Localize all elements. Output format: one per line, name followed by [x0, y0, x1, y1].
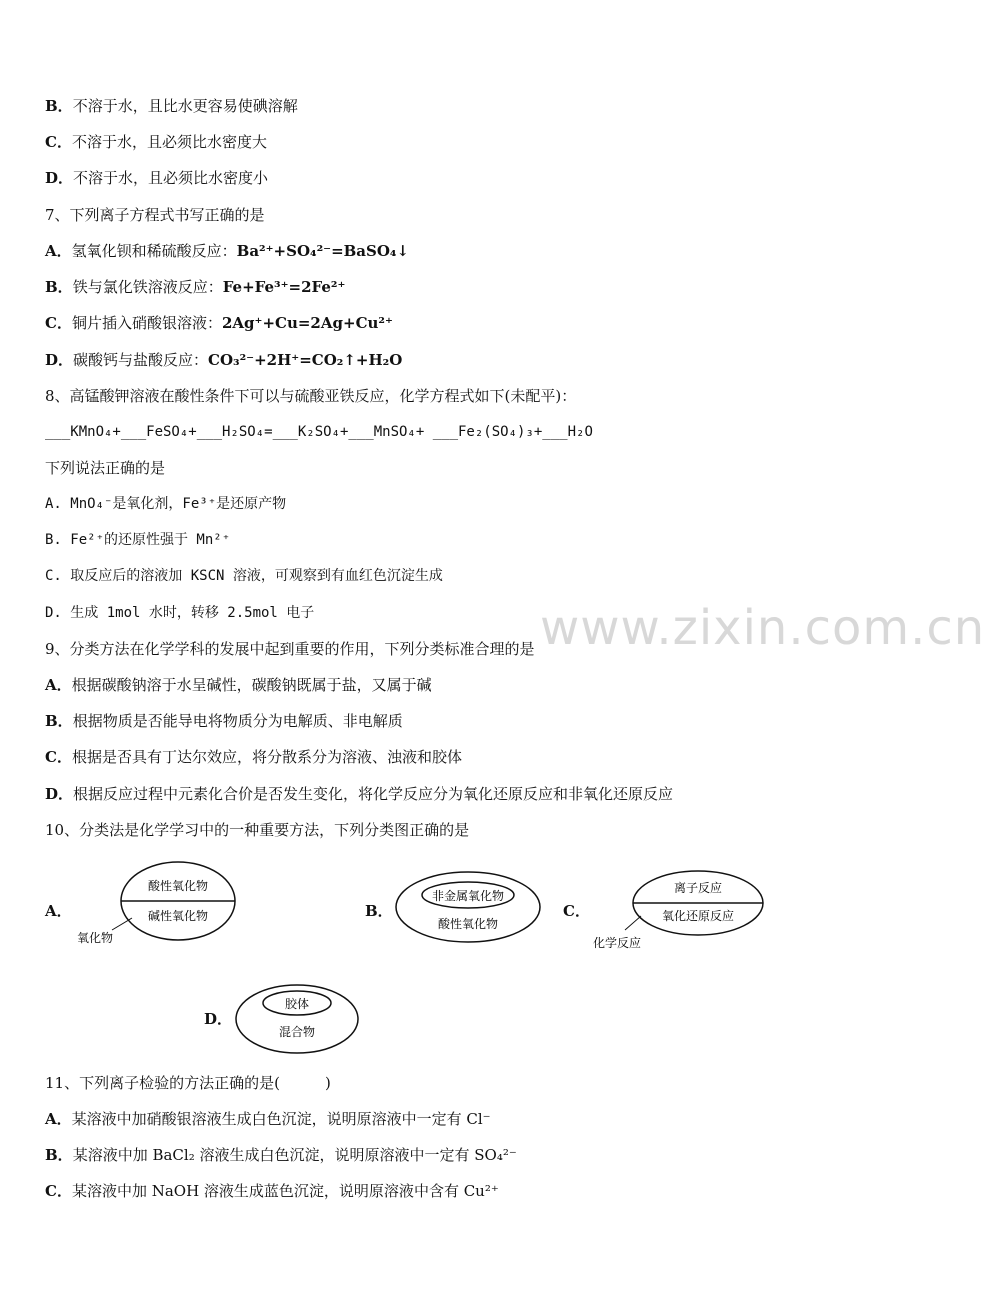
- q11-stem: 11、下列离子检验的方法正确的是( ): [45, 1074, 331, 1092]
- q7-option-c: C．铜片插入硝酸银溶液：2Ag⁺+Cu=2Ag+Cu²⁺: [45, 314, 393, 332]
- watermark: www.zixin.com.cn: [540, 600, 985, 656]
- q8-prompt: 下列说法正确的是: [45, 459, 166, 477]
- q9-option-d: D．根据反应过程中元素化合价是否发生变化，将化学反应分为氧化还原反应和非氧化还原反应: [45, 785, 674, 803]
- q9-option-c: C．根据是否具有丁达尔效应，将分散系分为溶液、浊液和胶体: [45, 748, 462, 766]
- q6-option-b: B．不溶于水，且比水更容易使碘溶解: [45, 97, 298, 115]
- q10-diagram-b: [395, 870, 545, 946]
- q7-option-b: B．铁与氯化铁溶液反应：Fe+Fe³⁺=2Fe²⁺: [45, 278, 346, 296]
- q10-c-top: 离子反应: [673, 881, 723, 895]
- q10-a-bottom: 碱性氧化物: [147, 909, 209, 923]
- q9-option-b: B．根据物质是否能导电将物质分为电解质、非电解质: [45, 712, 403, 730]
- q8-stem: 8、高锰酸钾溶液在酸性条件下可以与硫酸亚铁反应，化学方程式如下(未配平)：: [45, 387, 577, 405]
- q6-option-c: C．不溶于水，且必须比水密度大: [45, 133, 267, 151]
- q11-option-c: C．某溶液中加 NaOH 溶液生成蓝色沉淀，说明原溶液中含有 Cu²⁺: [45, 1182, 499, 1200]
- q7-stem: 7、下列离子方程式书写正确的是: [45, 206, 265, 224]
- q10-c-label: C．: [563, 902, 590, 920]
- q8-equation: ___KMnO₄+___FeSO₄+___H₂SO₄=___K₂SO₄+___MnSO₄+ ___Fe₂(SO₄)₃+___H₂O: [45, 424, 593, 440]
- q7-option-d: D．碳酸钙与盐酸反应：CO₃²⁻+2H⁺=CO₂↑+H₂O: [45, 351, 403, 369]
- q10-c-outer: 化学反应: [592, 936, 642, 950]
- q10-stem: 10、分类法是化学学习中的一种重要方法，下列分类图正确的是: [45, 821, 470, 839]
- q10-b-outer: 酸性氧化物: [437, 917, 499, 931]
- q7-option-a: A．氢氧化钡和稀硫酸反应：Ba²⁺+SO₄²⁻=BaSO₄↓: [45, 242, 410, 260]
- q10-diagram-d: [232, 982, 362, 1058]
- q10-c-bottom: 氧化还原反应: [661, 909, 735, 923]
- q10-b-label: B．: [365, 902, 393, 920]
- q10-d-inner: 胶体: [284, 997, 310, 1011]
- q10-diagram-c: [585, 868, 770, 958]
- q10-a-outer: 氧化物: [76, 931, 114, 945]
- q11-option-b: B．某溶液中加 BaCl₂ 溶液生成白色沉淀，说明原溶液中一定有 SO₄²⁻: [45, 1146, 517, 1164]
- q9-option-a: A．根据碳酸钠溶于水呈碱性，碳酸钠既属于盐，又属于碱: [45, 676, 432, 694]
- q10-b-inner: 非金属氧化物: [431, 889, 505, 903]
- q10-diagram-a: [60, 858, 240, 958]
- q8-option-c: C. 取反应后的溶液加 KSCN 溶液，可观察到有血红色沉淀生成: [45, 568, 443, 584]
- q8-option-b: B. Fe²⁺的还原性强于 Mn²⁺: [45, 532, 231, 548]
- q11-option-a: A．某溶液中加硝酸银溶液生成白色沉淀，说明原溶液中一定有 Cl⁻: [45, 1110, 491, 1128]
- q8-option-a: A. MnO₄⁻是氧化剂，Fe³⁺是还原产物: [45, 496, 287, 512]
- q10-d-outer: 混合物: [278, 1025, 316, 1039]
- q10-a-label: A．: [45, 902, 72, 920]
- q10-a-top: 酸性氧化物: [147, 879, 209, 893]
- q10-d-label: D．: [204, 1010, 233, 1028]
- q9-stem: 9、分类方法在化学学科的发展中起到重要的作用，下列分类标准合理的是: [45, 640, 535, 658]
- q8-option-d: D. 生成 1mol 水时，转移 2.5mol 电子: [45, 605, 315, 621]
- q6-option-d: D．不溶于水，且必须比水密度小: [45, 169, 269, 187]
